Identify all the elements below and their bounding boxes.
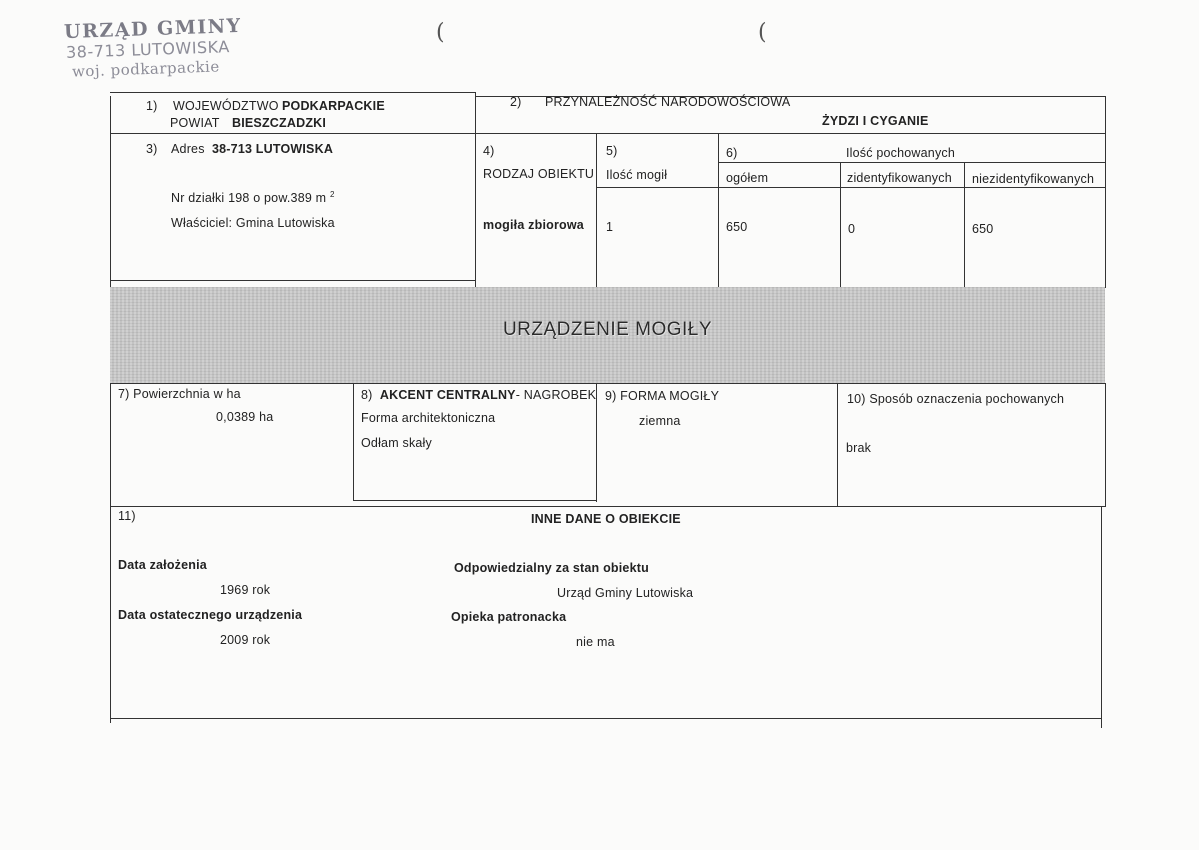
field-number: 8)	[361, 388, 373, 402]
owner-info: Właściciel: Gmina Lutowiska	[171, 216, 335, 230]
field-number: 11)	[118, 509, 136, 523]
marking-method-value: brak	[846, 441, 872, 455]
field-number: 6)	[726, 146, 738, 160]
scan-mark-paren: (	[436, 20, 445, 45]
grave-form-value: ziemna	[639, 414, 681, 428]
parcel-info: Nr działki 198 o pow.389 m $^2$	[171, 190, 335, 206]
area-value: 0,0389 ha	[216, 410, 274, 424]
area-label: 7) Powierzchnia w ha	[118, 387, 241, 401]
founded-label: Data założenia	[118, 558, 207, 572]
accent-form-value: Odłam skały	[361, 436, 432, 450]
responsible-label: Odpowiedzialny za stan obiektu	[454, 561, 649, 575]
buried-total-value: 650	[726, 220, 748, 234]
field-number: 2)	[510, 95, 522, 109]
last-arranged-value: 2009 rok	[220, 633, 271, 647]
object-type-value: mogiła zbiorowa	[483, 218, 584, 232]
last-arranged-label: Data ostatecznego urządzenia	[118, 608, 303, 622]
county-label: POWIAT	[170, 116, 220, 130]
province-label: WOJEWÓDZTWO	[173, 99, 279, 113]
object-type-label: RODZAJ OBIEKTU	[483, 167, 595, 181]
county-value: BIESZCZADZKI	[232, 116, 327, 130]
section-header-band	[110, 287, 1105, 383]
nationality-value: ŻYDZI I CYGANIE	[822, 114, 929, 128]
field-number: 5)	[606, 144, 618, 158]
responsible-value: Urząd Gminy Lutowiska	[557, 586, 694, 600]
province-value: PODKARPACKIE	[282, 99, 385, 113]
address-label: Adres	[171, 142, 205, 156]
nationality-label: PRZYNALEŻNOŚĆ NARODOWOŚCIOWA	[545, 95, 791, 109]
field-number: 3)	[146, 142, 158, 156]
field-number: 4)	[483, 144, 495, 158]
accent-label: 8) AKCENT CENTRALNY- NAGROBEK	[361, 388, 597, 402]
graves-count-value: 1	[606, 220, 614, 234]
buried-identified-value: 0	[848, 222, 856, 236]
section-title: URZĄDZENIE MOGIŁY	[502, 319, 713, 340]
scan-mark-paren: (	[758, 20, 767, 45]
stamp-province: woj. podkarpackie	[71, 57, 220, 81]
graves-count-label: Ilość mogił	[606, 168, 668, 182]
grave-form-label: 9) FORMA MOGIŁY	[605, 389, 720, 403]
patronage-label: Opieka patronacka	[451, 610, 567, 624]
buried-identified-label: zidentyfikowanych	[847, 171, 952, 185]
marking-method-label: 10) Sposób oznaczenia pochowanych	[847, 392, 1065, 406]
field-number: 1)	[146, 99, 158, 113]
address-value: 38-713 LUTOWISKA	[212, 142, 334, 156]
parcel-unit-superscript: 2	[329, 190, 335, 199]
buried-unidentified-label: niezidentyfikowanych	[972, 172, 1095, 186]
other-data-title: INNE DANE O OBIEKCIE	[531, 512, 681, 526]
stamp-postal-code: 38-713 LUTOWISKA	[65, 37, 231, 62]
founded-value: 1969 rok	[220, 583, 271, 597]
stamp-office-name: URZĄD GMINY	[63, 14, 242, 44]
patronage-value: nie ma	[576, 635, 615, 649]
buried-total-label: ogółem	[726, 171, 769, 185]
accent-form-label: Forma architektoniczna	[361, 411, 496, 425]
buried-unidentified-value: 650	[972, 222, 994, 236]
buried-count-label: Ilość pochowanych	[846, 146, 956, 160]
